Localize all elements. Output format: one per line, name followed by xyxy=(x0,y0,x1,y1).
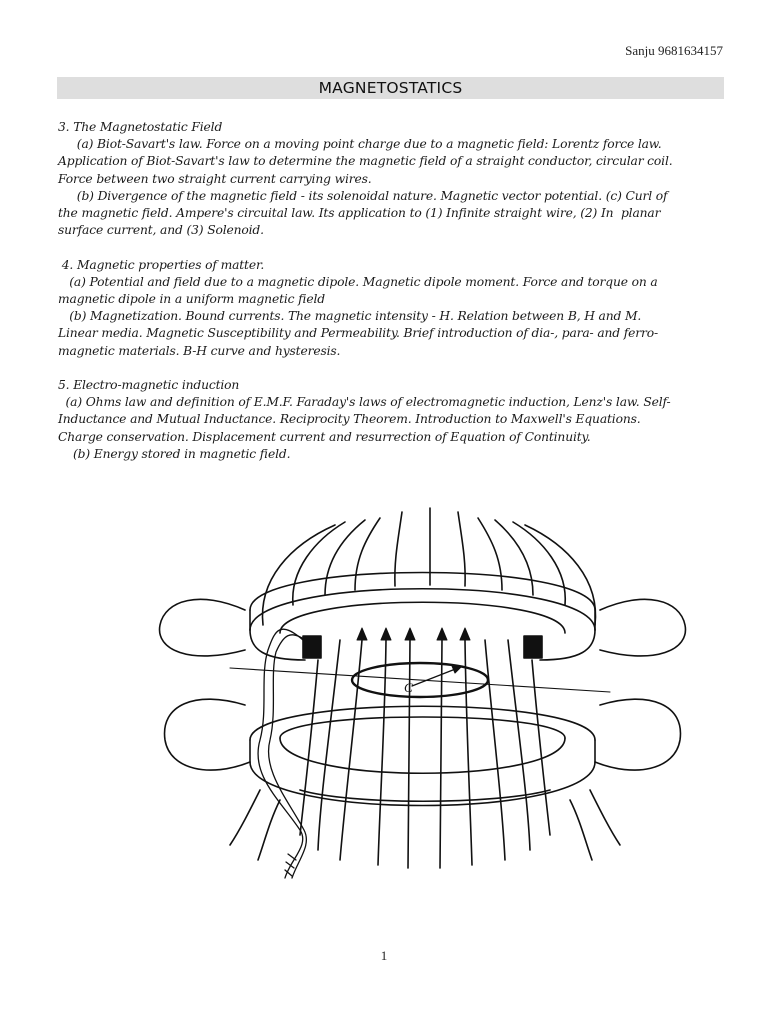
text-line: (b) Magnetization. Bound currents. The magnetic intensity - H. Relation between B, H and M. xyxy=(58,309,642,324)
text-line: Force between two straight current carrying wires. xyxy=(58,171,372,186)
field-arrows xyxy=(357,628,470,640)
field-lines-center xyxy=(300,640,550,868)
text-line: (a) Potential and field due to a magnetic dipole. Magnetic dipole moment. Force and torque on a xyxy=(58,274,658,289)
page-title: MAGNETOSTATICS xyxy=(318,79,463,97)
lower-coil xyxy=(250,706,595,805)
text-line: (b) Energy stored in magnetic field. xyxy=(58,446,291,461)
section-em-induction xyxy=(58,377,728,463)
area-loop-c xyxy=(230,663,610,697)
text-line: the magnetic field. Ampere's circuital law. Its application to (1) Infinite straight wire, (2) In planar xyxy=(58,206,661,221)
text-line: (a) Biot-Savart's law. Force on a moving point charge due to a magnetic field: Lorentz force law. xyxy=(58,137,662,152)
section-heading: 4. Magnetic properties of matter. xyxy=(58,257,265,272)
text-line: Application of Biot-Savart's law to determine the magnetic field of a straight conductor, circular coil. xyxy=(58,154,673,169)
author-contact: Sanju 9681634157 xyxy=(625,43,723,58)
section-magnetostatic-field xyxy=(58,119,728,239)
field-loops-side xyxy=(160,599,686,770)
text-line: Inductance and Mutual Inductance. Reciprocity Theorem. Introduction to Maxwell's Equations. xyxy=(58,412,641,427)
page-number: 1 xyxy=(380,948,388,963)
magnetic-field-diagram xyxy=(140,500,710,885)
text-line: (a) Ohms law and definition of E.M.F. Faraday's laws of electromagnetic induction, Lenz's law. Self- xyxy=(58,395,671,410)
text-line: magnetic dipole in a uniform magnetic field xyxy=(58,292,325,307)
field-lines-top xyxy=(262,508,595,625)
label-c: C xyxy=(404,680,413,695)
section-magnetic-properties xyxy=(58,257,728,360)
text-line: surface current, and (3) Solenoid. xyxy=(58,223,264,238)
syllabus-content xyxy=(58,119,728,463)
section-heading: 5. Electro-magnetic induction xyxy=(58,378,240,393)
section-heading: 3. The Magnetostatic Field xyxy=(58,120,223,134)
text-line: (b) Divergence of the magnetic field - its solenoidal nature. Magnetic vector potential. (c) Curl of xyxy=(58,188,668,203)
upper-coil xyxy=(250,573,595,661)
text-line: Linear media. Magnetic Susceptibility and Permeability. Brief introduction of dia-, para- and ferro- xyxy=(58,326,658,341)
lead-wire xyxy=(258,629,308,878)
title-banner xyxy=(57,77,724,99)
text-line: magnetic materials. B-H curve and hysteresis. xyxy=(58,343,341,358)
text-line: Charge conservation. Displacement current and resurrection of Equation of Continuity. xyxy=(58,429,591,444)
